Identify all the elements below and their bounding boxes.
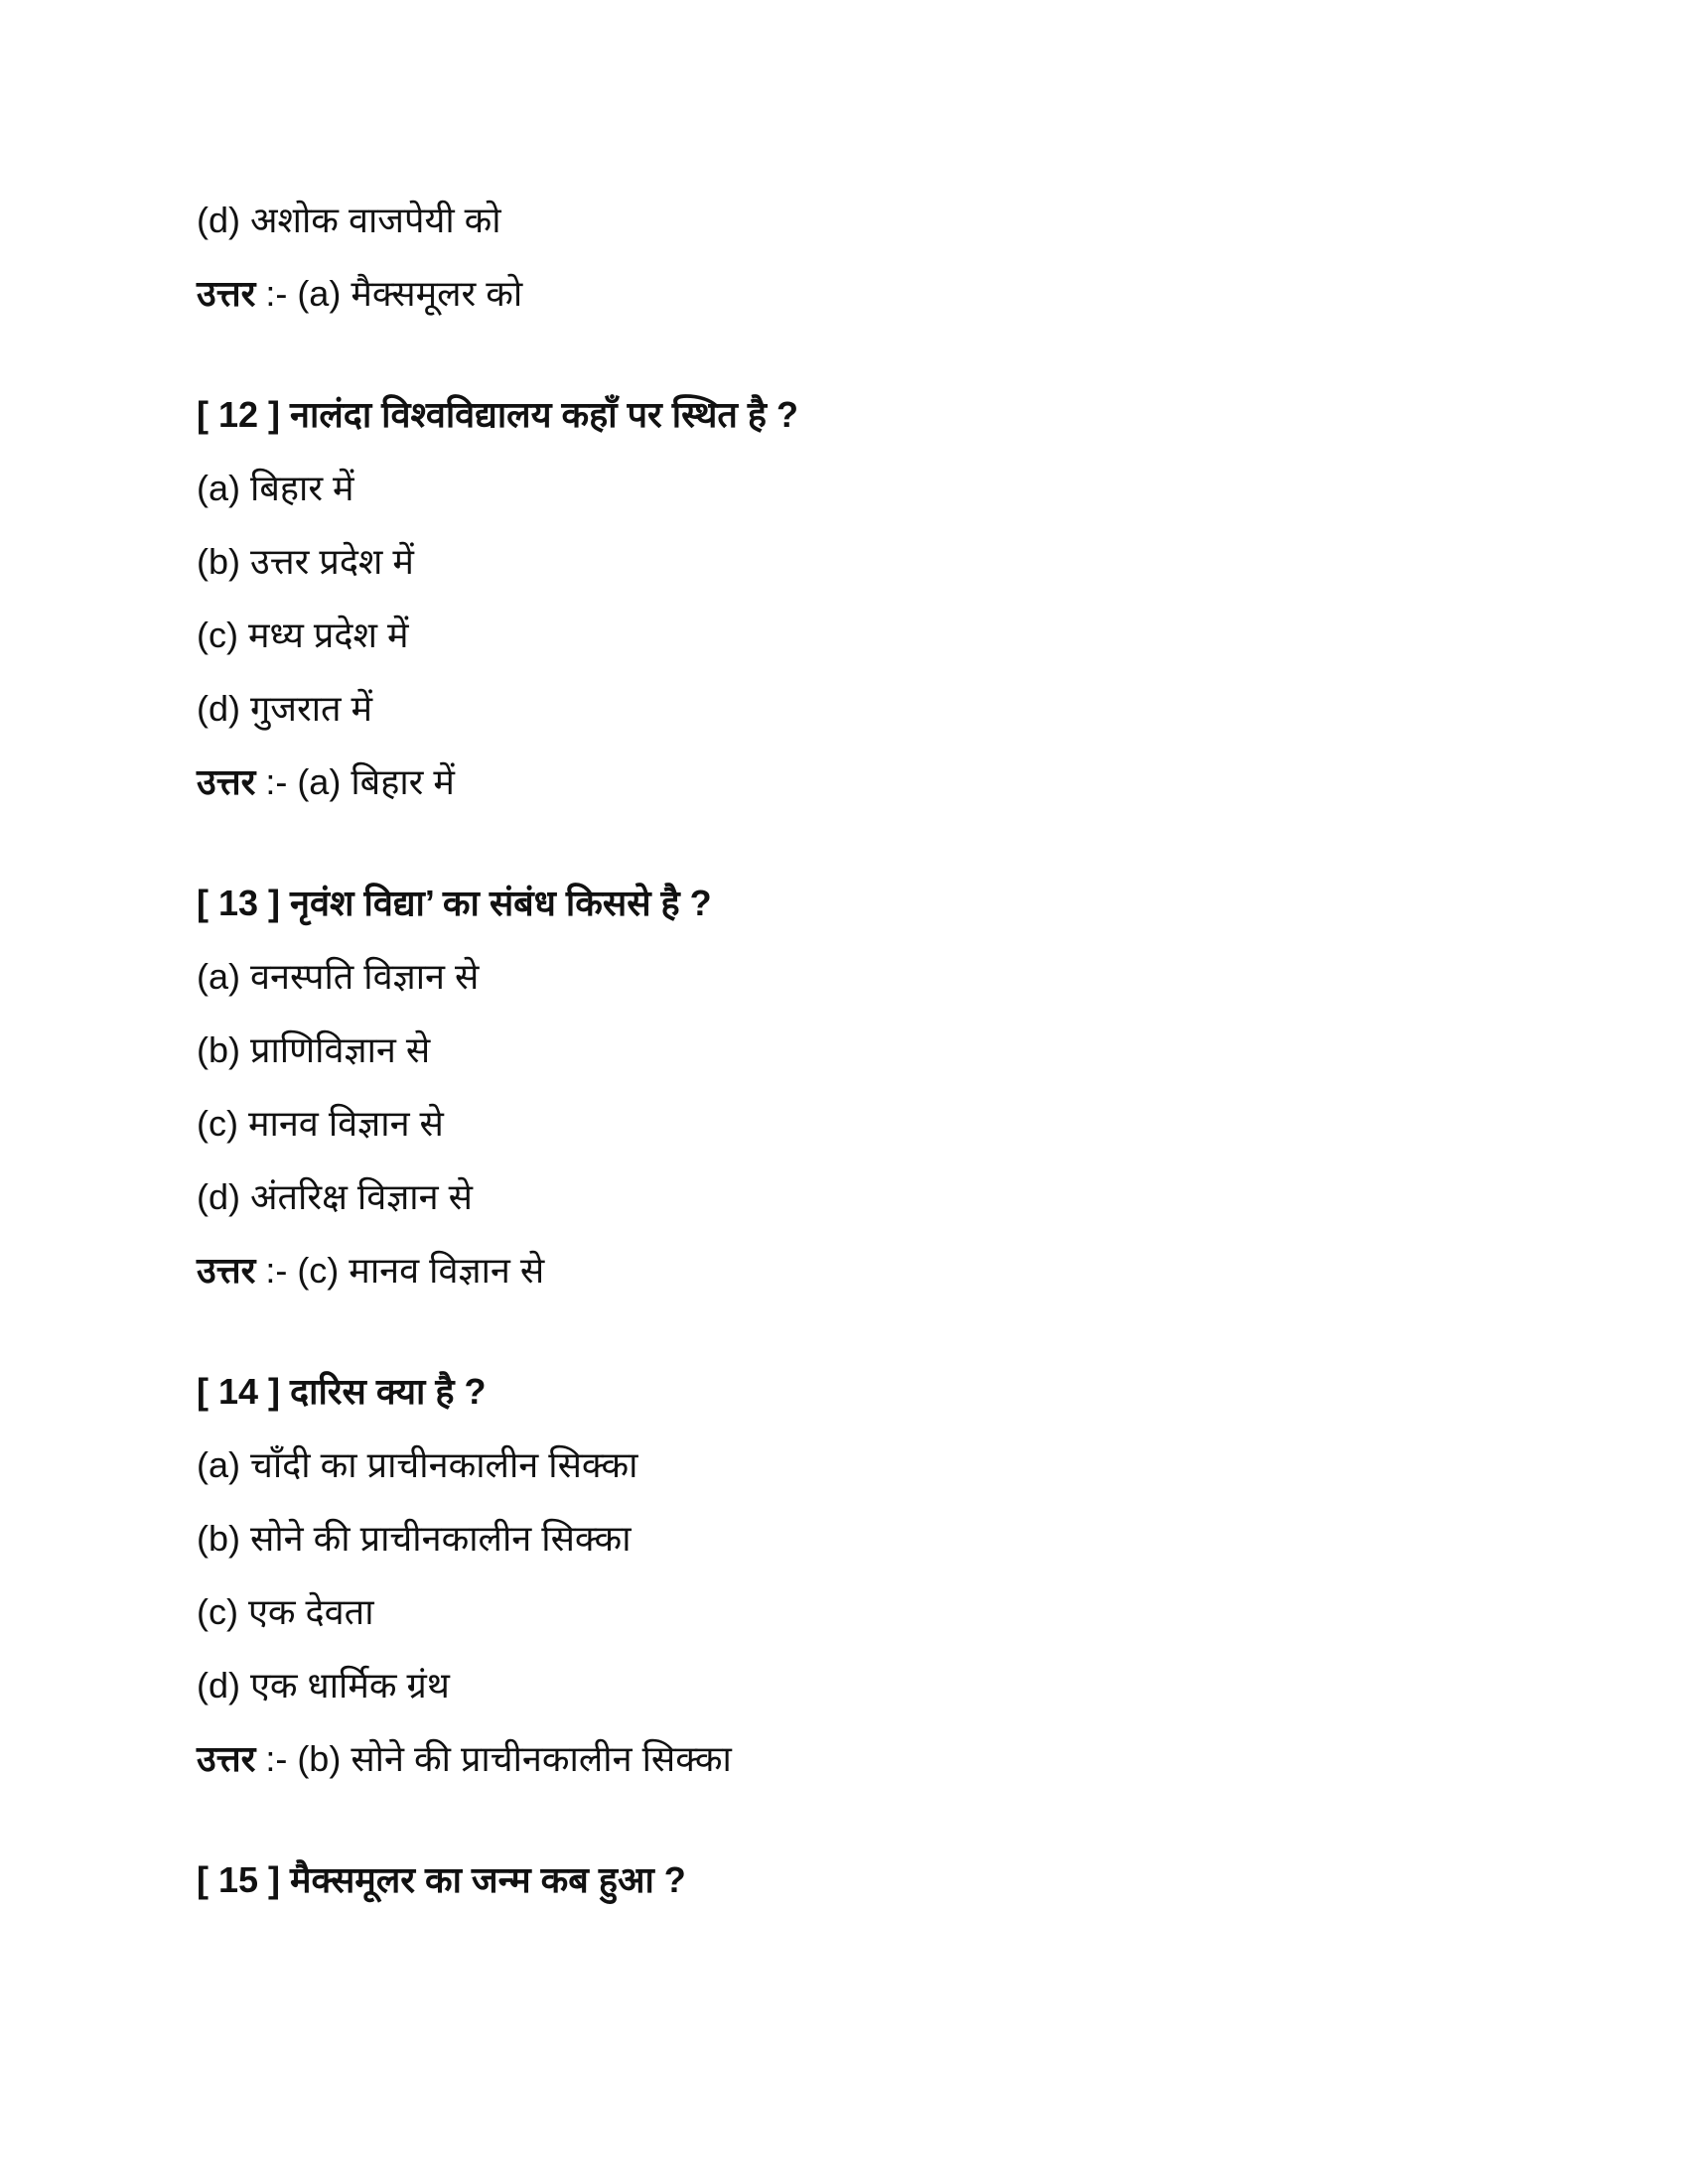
option-b: (b) उत्तर प्रदेश में xyxy=(197,541,414,582)
answer xyxy=(197,257,1487,331)
question-13 xyxy=(197,867,1487,940)
option-d: (d) अंतरिक्ष विज्ञान से xyxy=(197,1176,473,1217)
option-a: (a) वनस्पति विज्ञान से xyxy=(197,956,480,997)
question-12 xyxy=(197,378,1487,452)
answer-label: उत्तर xyxy=(197,1738,256,1779)
option-a: (a) चाँदी का प्राचीनकालीन सिक्का xyxy=(197,1444,638,1485)
answer-text: :- (a) बिहार में xyxy=(255,761,455,802)
question-text: नृवंश विद्या’ का संबंध किससे है ? xyxy=(280,883,712,923)
answer-text: :- (b) सोने की प्राचीनकालीन सिक्का xyxy=(255,1738,732,1779)
option-c: (c) एक देवता xyxy=(197,1591,374,1632)
option-c: (c) मानव विज्ञान से xyxy=(197,1103,444,1144)
option-a: (a) बिहार में xyxy=(197,468,354,508)
question-text: नालंदा विश्वविद्यालय कहाँ पर स्थित है ? xyxy=(280,394,798,435)
option-d: (d) गुजरात में xyxy=(197,688,373,729)
question-number: [ 15 ] xyxy=(197,1859,281,1900)
document-page xyxy=(197,184,1487,1917)
answer-text: :- (c) मानव विज्ञान से xyxy=(255,1250,545,1291)
answer xyxy=(197,1234,1487,1307)
question-text: दारिस क्या है ? xyxy=(280,1371,487,1412)
question-number: [ 12 ] xyxy=(197,394,281,435)
option-b: (b) सोने की प्राचीनकालीन सिक्का xyxy=(197,1518,632,1559)
question-text: मैक्समूलर का जन्म कब हुआ ? xyxy=(280,1859,686,1900)
answer xyxy=(197,746,1487,819)
question-number: [ 14 ] xyxy=(197,1371,281,1412)
answer-label: उत्तर xyxy=(197,273,256,314)
question-15 xyxy=(197,1843,1487,1917)
answer-text: :- (a) मैक्समूलर को xyxy=(255,273,523,314)
question-number: [ 13 ] xyxy=(197,883,281,923)
answer-label: उत्तर xyxy=(197,1250,256,1291)
option-d: (d) अशोक वाजपेयी को xyxy=(197,200,501,240)
question-14 xyxy=(197,1355,1487,1429)
answer xyxy=(197,1722,1487,1796)
answer-label: उत्तर xyxy=(197,761,256,802)
option-d: (d) एक धार्मिक ग्रंथ xyxy=(197,1665,450,1706)
option-b: (b) प्राणिविज्ञान से xyxy=(197,1029,431,1070)
option-c: (c) मध्य प्रदेश में xyxy=(197,614,409,655)
